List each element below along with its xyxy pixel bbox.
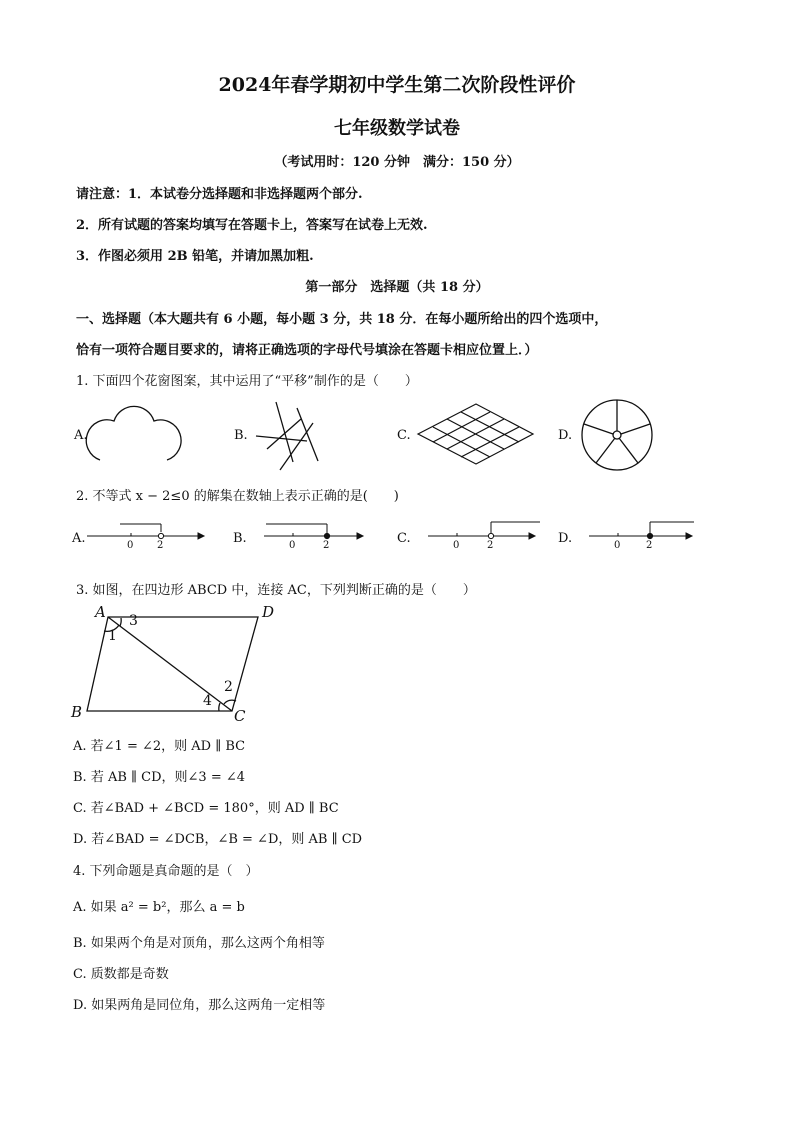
q2-label-a: A. <box>72 531 86 546</box>
q3-angle-1: 1 <box>108 628 117 644</box>
q2c-tick-2: 2 <box>487 540 494 551</box>
q1-label-c: C. <box>397 428 411 443</box>
exam-info: （考试用时：120 分钟 满分：150 分） <box>274 155 520 170</box>
q3-option-a: A. 若∠1 = ∠2，则 AD ∥ BC <box>73 739 246 754</box>
q2c-tick-0: 0 <box>453 540 460 551</box>
q3-angle-4: 4 <box>203 693 212 709</box>
q3-option-d: D. 若∠BAD = ∠DCB，∠B = ∠D，则 AB ∥ CD <box>73 832 363 847</box>
exam-title: 2024年春学期初中学生第二次阶段性评价 <box>218 74 576 96</box>
q4-option-c: C. 质数都是奇数 <box>73 967 169 982</box>
q4-option-d: D. 如果两角是同位角，那么这两角一定相等 <box>73 998 326 1013</box>
q1-pattern-a <box>86 406 181 460</box>
q2-stem: 2. 不等式 x − 2≤0 的解集在数轴上表示正确的是( ) <box>76 489 399 504</box>
q3-vertex-a: A <box>95 603 106 621</box>
q2-label-d: D. <box>558 531 573 546</box>
q2d-tick-2: 2 <box>646 540 653 551</box>
q3-option-b: B. 若 AB ∥ CD，则∠3 = ∠4 <box>73 770 246 785</box>
q3-angle-2: 2 <box>224 679 233 695</box>
q2b-tick-0: 0 <box>289 540 296 551</box>
q1-label-b: B. <box>234 428 248 443</box>
note-1: 请注意：1．本试卷分选择题和非选择题两个部分. <box>76 187 363 202</box>
q2b-tick-2: 2 <box>323 540 330 551</box>
note-3: 3．作图必须用 2B 铅笔，并请加黑加粗. <box>76 249 314 264</box>
q2-numberline-b <box>264 524 363 539</box>
q3-vertex-c: C <box>234 707 246 725</box>
q3-vertex-d: D <box>262 603 275 621</box>
q4-option-b: B. 如果两个角是对顶角，那么这两个角相等 <box>73 936 325 951</box>
q1-stem: 1. 下面四个花窗图案，其中运用了“平移”制作的是（ ） <box>76 374 418 389</box>
section-instruction-line1: 一、选择题（本大题共有 6 小题，每小题 3 分，共 18 分．在每小题所给出的四个选项中， <box>76 312 608 327</box>
note-2: 2．所有试题的答案均填写在答题卡上，答案写在试卷上无效. <box>76 218 428 233</box>
q3-stem: 3. 如图，在四边形 ABCD 中，连接 AC，下列判断正确的是（ ） <box>76 583 476 598</box>
q3-vertex-b: B <box>71 703 83 721</box>
exam-subtitle: 七年级数学试卷 <box>334 118 460 139</box>
q1-pattern-c <box>418 404 533 464</box>
q1-pattern-b <box>256 402 318 470</box>
q2-numberline-c <box>428 522 540 539</box>
q1-label-a: A. <box>74 428 88 443</box>
q2d-tick-0: 0 <box>614 540 621 551</box>
q4-option-a: A. 如果 a² = b²，那么 a = b <box>73 900 245 915</box>
q2-numberline-d <box>589 522 694 539</box>
q2a-tick-2: 2 <box>157 540 164 551</box>
q2-label-b: B. <box>233 531 247 546</box>
q1-pattern-d <box>582 400 652 470</box>
part1-title: 第一部分 选择题（共 18 分） <box>305 280 489 295</box>
section-instruction-line2: 恰有一项符合题目要求的，请将正确选项的字母代号填涂在答题卡相应位置上．） <box>76 343 538 358</box>
q3-angle-3: 3 <box>129 613 138 629</box>
q2-label-c: C. <box>397 531 411 546</box>
q4-stem: 4. 下列命题是真命题的是（ ） <box>73 864 259 879</box>
q1-label-d: D. <box>558 428 573 443</box>
q3-option-c: C. 若∠BAD + ∠BCD = 180°，则 AD ∥ BC <box>73 801 339 816</box>
q2a-tick-0: 0 <box>127 540 134 551</box>
q2-numberline-a <box>87 524 204 539</box>
